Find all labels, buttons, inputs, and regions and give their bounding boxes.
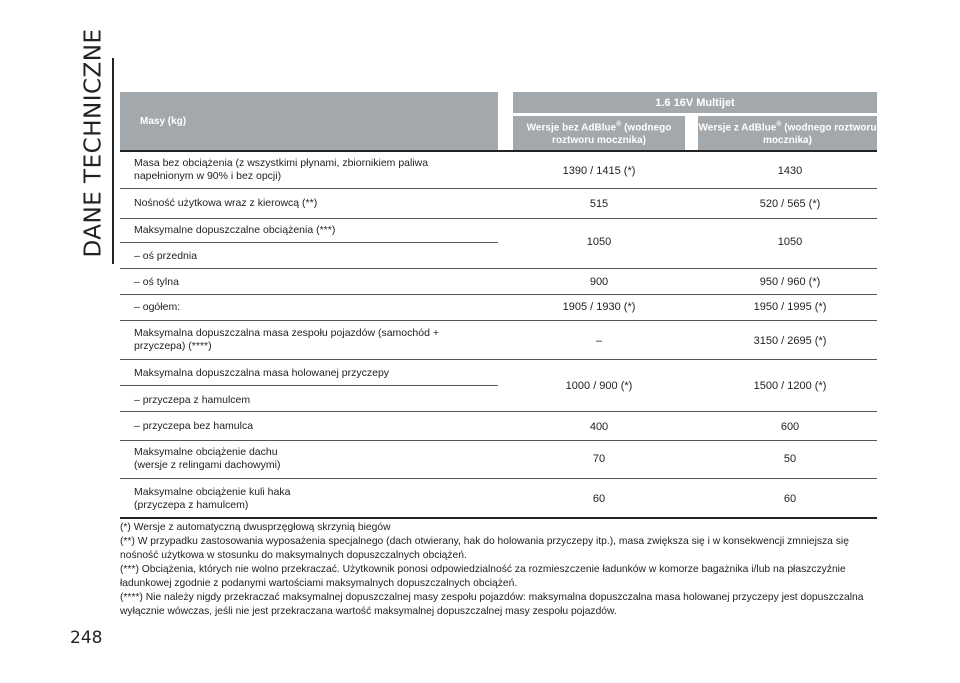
value-unbraked-trailer-adblue: 600 [780, 421, 800, 433]
value-braked-trailer-adblue: 1500 / 1200 (*) [753, 380, 827, 392]
footnote: (****) Nie należy nigdy przekraczać maksymalnej dopuszczalnej masy zespołu pojazdów: maksymalna dopuszczalna masa holowanej przyczepy jest dopuszczalna wyłącznie wówczas, jeśli nie jest przekraczana wartość maksymalnej dopuszczalnej masy zespołu pojazdów. [120, 592, 864, 617]
footnote: (*) Wersje z automatyczną dwusprzęgłową skrzynią biegów [120, 522, 391, 533]
value-rear-axle-adblue: 950 / 960 (*) [759, 276, 821, 288]
page-number: 248 [70, 628, 103, 648]
row-divider [120, 411, 877, 412]
value-combination-mass-no-adblue: – [595, 335, 603, 347]
registered-mark: ® [776, 121, 782, 129]
row-label-rear-axle: – oś tylna [134, 276, 179, 288]
section-title-text: DANE TECHNICZNE [81, 28, 108, 258]
row-divider [120, 268, 877, 269]
header-col1-name: Wersje bez AdBlue [526, 122, 617, 134]
row-divider [120, 359, 877, 360]
header-col1-desc: (wodnego roztworu mocznika) [552, 122, 672, 146]
header-col-without-adblue [513, 116, 685, 150]
value-total-no-adblue: 1905 / 1930 (*) [562, 301, 636, 313]
header-masses-label: Masy (kg) [140, 116, 187, 127]
value-payload-adblue: 520 / 565 (*) [759, 198, 821, 210]
row-label-towbar-load: Maksymalne obciążenie kuli haka (przyczepa z hamulcem) [134, 486, 291, 511]
value-front-axle-no-adblue: 1050 [586, 236, 612, 248]
section-title [64, 22, 124, 264]
header-col2-name: Wersje z AdBlue [698, 122, 777, 134]
value-unbraked-trailer-no-adblue: 400 [589, 421, 609, 433]
value-combination-mass-adblue: 3150 / 2695 (*) [753, 335, 827, 347]
row-label-combination-mass: Maksymalna dopuszczalna masa zespołu pojazdów (samochód + przyczepa) (****) [134, 327, 439, 352]
row-divider [120, 440, 877, 441]
value-front-axle-adblue: 1050 [777, 236, 803, 248]
value-roof-load-no-adblue: 70 [592, 453, 606, 465]
row-label-payload: Nośność użytkowa wraz z kierowcą (**) [134, 197, 318, 209]
header-masses [120, 92, 498, 150]
value-roof-load-adblue: 50 [783, 453, 797, 465]
row-label-braked-trailer: – przyczepa z hamulcem [134, 394, 251, 406]
header-col-with-adblue [698, 116, 877, 150]
value-unladen-mass-adblue: 1430 [777, 165, 803, 177]
table-rule [120, 517, 877, 519]
row-divider [120, 478, 877, 479]
value-total-adblue: 1950 / 1995 (*) [753, 301, 827, 313]
row-divider [120, 294, 877, 295]
row-sub-divider [120, 385, 498, 386]
row-sub-divider [120, 242, 498, 243]
row-label-max-trailer: Maksymalna dopuszczalna masa holowanej przyczepy [134, 367, 390, 379]
value-towbar-load-adblue: 60 [783, 493, 797, 505]
header-col2-desc: (wodnego roztworu mocznika) [763, 122, 877, 146]
row-label-unladen-mass: Masa bez obciążenia (z wszystkimi płynami, zbiornikiem paliwa napełnionym w 90% i bez opcji) [134, 157, 429, 182]
row-label-front-axle: – oś przednia [134, 250, 198, 262]
row-label-unbraked-trailer: – przyczepa bez hamulca [134, 420, 254, 432]
value-rear-axle-no-adblue: 900 [589, 276, 609, 288]
row-label-max-loads: Maksymalne dopuszczalne obciążenia (***) [134, 224, 336, 236]
table-rule [120, 150, 877, 152]
row-divider [120, 320, 877, 321]
value-towbar-load-no-adblue: 60 [592, 493, 606, 505]
row-label-roof-load: Maksymalne obciążenie dachu (wersje z relingami dachowymi) [134, 446, 281, 471]
footnote: (***) Obciążenia, których nie wolno przekraczać. Użytkownik ponosi odpowiedzialność za rozmieszczenie ładunków w komorze bagażnika i/lub na płaszczyźnie ładunkowej zgodnie z podanymi wartościami maksymalnych dopuszczalnych obciążeń. [120, 564, 846, 589]
value-unladen-mass-no-adblue: 1390 / 1415 (*) [562, 165, 636, 177]
row-label-total: – ogółem: [134, 301, 181, 313]
row-divider [120, 218, 877, 219]
footnote: (**) W przypadku zastosowania wyposażenia specjalnego (dach otwierany, hak do holowania przyczepy itp.), masa zwiększa się i w konsekwencji zmniejsza się nośność użytkowa w stosunku do maksymalnych dopuszczalnych obciążeń. [120, 536, 849, 561]
registered-mark: ® [616, 121, 622, 129]
value-braked-trailer-no-adblue: 1000 / 900 (*) [565, 380, 633, 392]
footnotes [120, 521, 880, 619]
row-divider [120, 188, 877, 189]
section-title-rule [112, 58, 114, 264]
header-engine: 1.6 16V Multijet [513, 92, 877, 113]
value-payload-no-adblue: 515 [589, 198, 609, 210]
